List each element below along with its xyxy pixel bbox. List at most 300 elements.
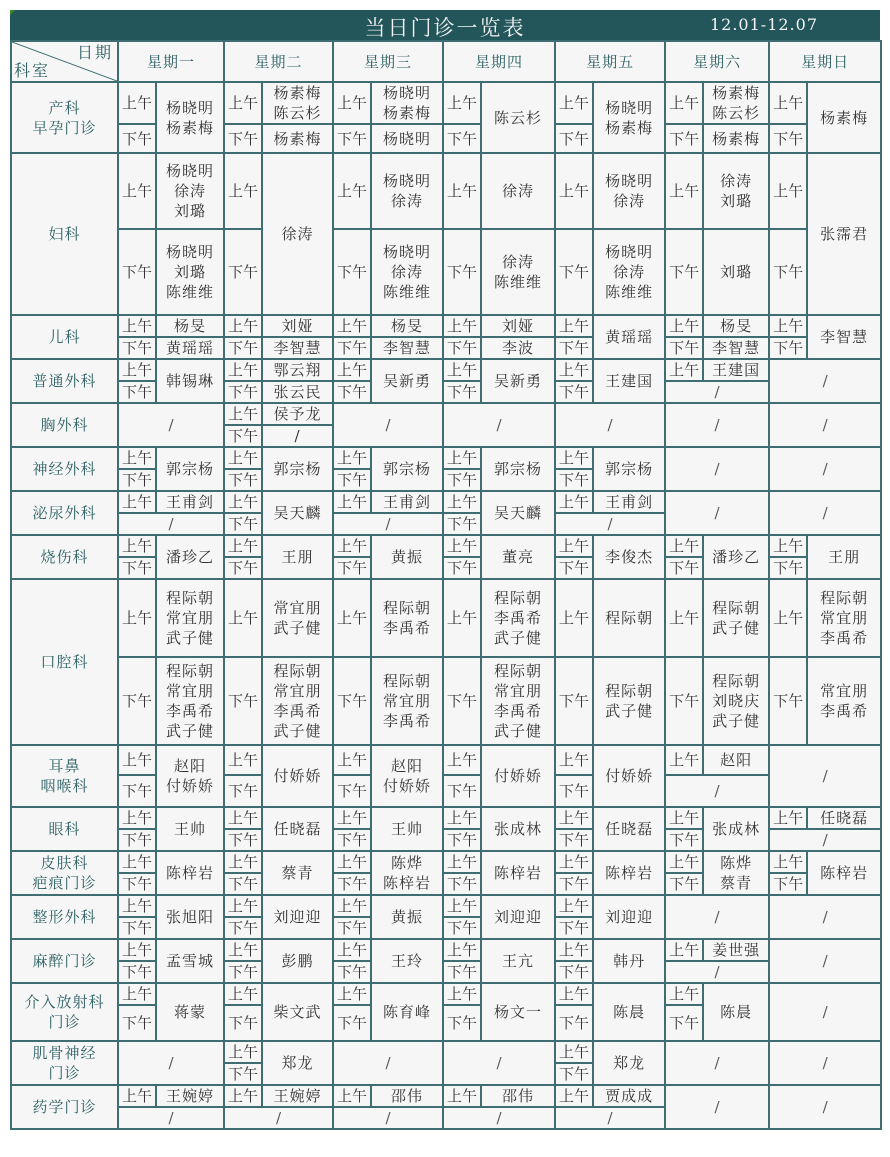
am-doctors-wed: 邵伟	[371, 1085, 443, 1107]
pm-label-mon: 下午	[118, 557, 156, 579]
pm-label-tue: 下午	[224, 124, 262, 153]
doctors-thu: 杨文一	[481, 983, 555, 1041]
am-label-sun: 上午	[769, 315, 807, 337]
no-clinic-sun: /	[769, 359, 881, 403]
am-label-fri: 上午	[555, 535, 593, 557]
am-doctors-mon: 程际朝 常宜朋 武子健	[156, 579, 224, 657]
am-label-mon: 上午	[118, 535, 156, 557]
dept-row-am	[11, 895, 881, 917]
pm-doctors-sat: 刘璐	[703, 229, 769, 315]
no-clinic-wed: /	[333, 403, 443, 447]
am-label-mon: 上午	[118, 807, 156, 829]
pm-label-tue: 下午	[224, 1005, 262, 1041]
dept-row-pm	[11, 381, 881, 403]
doctors-wed: 陈烨 陈梓岩	[371, 851, 443, 895]
am-doctors-thu: 邵伟	[481, 1085, 555, 1107]
doctors-mon: 陈梓岩	[156, 851, 224, 895]
pm-label-sun: 下午	[769, 557, 807, 579]
pm-doctors-wed: 杨晓明	[371, 124, 443, 153]
pm-label-sun: 下午	[769, 657, 807, 745]
am-doctors-sat: 王建国	[703, 359, 769, 381]
pm-no-clinic-sat: /	[665, 381, 769, 403]
am-label-tue: 上午	[224, 807, 262, 829]
pm-label-fri: 下午	[555, 873, 593, 895]
am-label-wed: 上午	[333, 82, 371, 124]
am-label-fri: 上午	[555, 1085, 593, 1107]
am-label-tue: 上午	[224, 579, 262, 657]
pm-label-thu: 下午	[443, 873, 481, 895]
pm-label-thu: 下午	[443, 775, 481, 807]
doctors-tue: 徐涛	[262, 153, 333, 315]
doctors-wed: 王帅	[371, 807, 443, 851]
pm-label-thu: 下午	[443, 229, 481, 315]
dept-row-am	[11, 491, 881, 513]
pm-no-clinic-sun: /	[769, 829, 881, 851]
am-label-tue: 上午	[224, 745, 262, 775]
pm-doctors-sat: 杨素梅	[703, 124, 769, 153]
am-label-tue: 上午	[224, 535, 262, 557]
doctors-thu: 陈云杉	[481, 82, 555, 153]
dept-name: 皮肤科 疤痕门诊	[11, 851, 118, 895]
no-clinic-mon: /	[118, 1041, 224, 1085]
doctors-thu: 吴新勇	[481, 359, 555, 403]
dept-name: 肌骨神经 门诊	[11, 1041, 118, 1085]
doctors-tue: 吴天麟	[262, 491, 333, 535]
pm-label-thu: 下午	[443, 337, 481, 359]
dept-name: 普通外科	[11, 359, 118, 403]
doctors-thu: 陈梓岩	[481, 851, 555, 895]
am-label-sat: 上午	[665, 851, 703, 873]
doctors-sun: 杨素梅	[807, 82, 881, 153]
am-label-fri: 上午	[555, 359, 593, 381]
am-label-tue: 上午	[224, 851, 262, 873]
am-label-thu: 上午	[443, 82, 481, 124]
am-doctors-sat: 杨素梅 陈云杉	[703, 82, 769, 124]
am-label-mon: 上午	[118, 447, 156, 469]
am-label-sat: 上午	[665, 359, 703, 381]
doctors-thu: 郭宗杨	[481, 447, 555, 491]
no-clinic-mon: /	[118, 403, 224, 447]
doctors-mon: 蒋蒙	[156, 983, 224, 1041]
pm-doctors-thu: 李波	[481, 337, 555, 359]
pm-label-wed: 下午	[333, 469, 371, 491]
pm-label-tue: 下午	[224, 829, 262, 851]
am-label-sat: 上午	[665, 153, 703, 229]
am-label-sat: 上午	[665, 535, 703, 557]
no-clinic-sun: /	[769, 983, 881, 1041]
am-label-fri: 上午	[555, 807, 593, 829]
no-clinic-sat: /	[665, 895, 769, 939]
am-doctors-fri: 贾成成	[593, 1085, 665, 1107]
title-bar	[10, 10, 880, 40]
pm-doctors-mon: 程际朝 常宜朋 李禹希 武子健	[156, 657, 224, 745]
pm-label-sat: 下午	[665, 829, 703, 851]
pm-doctors-tue: 张云民	[262, 381, 333, 403]
no-clinic-wed: /	[333, 1041, 443, 1085]
doctors-mon: 郭宗杨	[156, 447, 224, 491]
am-label-mon: 上午	[118, 82, 156, 124]
day-header-mon: 星期一	[118, 41, 224, 82]
am-label-tue: 上午	[224, 359, 262, 381]
am-doctors-mon: 杨晓明 徐涛 刘璐	[156, 153, 224, 229]
doctors-fri: 任晓磊	[593, 807, 665, 851]
am-doctors-tue: 杨素梅 陈云杉	[262, 82, 333, 124]
pm-doctors-tue: 杨素梅	[262, 124, 333, 153]
am-label-fri: 上午	[555, 983, 593, 1005]
pm-label-tue: 下午	[224, 337, 262, 359]
am-label-tue: 上午	[224, 447, 262, 469]
pm-label-sun: 下午	[769, 229, 807, 315]
doctors-wed: 黄振	[371, 895, 443, 939]
am-label-thu: 上午	[443, 447, 481, 469]
no-clinic-sat: /	[665, 403, 769, 447]
pm-label-mon: 下午	[118, 124, 156, 153]
am-label-thu: 上午	[443, 851, 481, 873]
am-doctors-tue: 王婉婷	[262, 1085, 333, 1107]
dept-name: 烧伤科	[11, 535, 118, 579]
pm-label-fri: 下午	[555, 124, 593, 153]
am-label-tue: 上午	[224, 82, 262, 124]
doctors-thu: 王亢	[481, 939, 555, 983]
am-label-thu: 上午	[443, 491, 481, 513]
dept-name: 眼科	[11, 807, 118, 851]
am-label-fri: 上午	[555, 491, 593, 513]
pm-label-fri: 下午	[555, 557, 593, 579]
dept-row-pm	[11, 657, 881, 745]
am-doctors-fri: 杨晓明 徐涛	[593, 153, 665, 229]
am-label-thu: 上午	[443, 983, 481, 1005]
am-label-sun: 上午	[769, 807, 807, 829]
pm-label-wed: 下午	[333, 775, 371, 807]
dept-row-am	[11, 851, 881, 873]
pm-label-sat: 下午	[665, 657, 703, 745]
pm-label-wed: 下午	[333, 657, 371, 745]
pm-label-sun: 下午	[769, 873, 807, 895]
am-label-sun: 上午	[769, 535, 807, 557]
dept-row-am	[11, 447, 881, 469]
doctors-fri: 付娇娇	[593, 745, 665, 807]
am-label-tue: 上午	[224, 403, 262, 425]
am-doctors-thu: 刘娅	[481, 315, 555, 337]
pm-no-clinic-mon: /	[118, 1107, 224, 1129]
pm-label-tue: 下午	[224, 557, 262, 579]
doctors-fri: 黄瑶瑶	[593, 315, 665, 359]
doctors-tue: 彭鹏	[262, 939, 333, 983]
am-label-sat: 上午	[665, 983, 703, 1005]
pm-label-mon: 下午	[118, 961, 156, 983]
no-clinic-sun: /	[769, 447, 881, 491]
pm-no-clinic-sat: /	[665, 775, 769, 807]
am-label-fri: 上午	[555, 447, 593, 469]
dept-name: 妇科	[11, 153, 118, 315]
am-doctors-wed: 杨晓明 徐涛	[371, 153, 443, 229]
pm-no-clinic-wed: /	[333, 1107, 443, 1129]
pm-label-fri: 下午	[555, 775, 593, 807]
doctors-sat: 陈烨 蔡青	[703, 851, 769, 895]
dept-name: 耳鼻 咽喉科	[11, 745, 118, 807]
am-label-wed: 上午	[333, 491, 371, 513]
am-doctors-sun: 任晓磊	[807, 807, 881, 829]
pm-doctors-thu: 徐涛 陈维维	[481, 229, 555, 315]
am-label-wed: 上午	[333, 895, 371, 917]
dept-name: 泌尿外科	[11, 491, 118, 535]
am-label-fri: 上午	[555, 1041, 593, 1063]
doctors-tue: 蔡青	[262, 851, 333, 895]
doctors-mon: 杨晓明 杨素梅	[156, 82, 224, 153]
no-clinic-thu: /	[443, 403, 555, 447]
pm-label-wed: 下午	[333, 381, 371, 403]
doctors-sun: 张霈君	[807, 153, 881, 315]
pm-label-thu: 下午	[443, 513, 481, 535]
am-label-thu: 上午	[443, 807, 481, 829]
pm-doctors-wed: 杨晓明 徐涛 陈维维	[371, 229, 443, 315]
dept-row-am	[11, 359, 881, 381]
am-label-sat: 上午	[665, 315, 703, 337]
pm-label-wed: 下午	[333, 124, 371, 153]
pm-label-fri: 下午	[555, 229, 593, 315]
doctors-tue: 刘迎迎	[262, 895, 333, 939]
am-doctors-fri: 王甫剑	[593, 491, 665, 513]
doctors-fri: 韩丹	[593, 939, 665, 983]
pm-label-tue: 下午	[224, 917, 262, 939]
pm-label-mon: 下午	[118, 829, 156, 851]
no-clinic-fri: /	[555, 403, 665, 447]
am-label-tue: 上午	[224, 1041, 262, 1063]
pm-label-thu: 下午	[443, 381, 481, 403]
am-label-tue: 上午	[224, 983, 262, 1005]
am-label-mon: 上午	[118, 745, 156, 775]
am-label-fri: 上午	[555, 895, 593, 917]
am-label-mon: 上午	[118, 983, 156, 1005]
dept-name: 介入放射科 门诊	[11, 983, 118, 1041]
am-label-wed: 上午	[333, 359, 371, 381]
am-doctors-mon: 王婉婷	[156, 1085, 224, 1107]
doctors-tue: 郭宗杨	[262, 447, 333, 491]
doctors-thu: 刘迎迎	[481, 895, 555, 939]
pm-label-tue: 下午	[224, 1063, 262, 1085]
doctors-mon: 韩锡琳	[156, 359, 224, 403]
am-doctors-mon: 王甫剑	[156, 491, 224, 513]
doctors-tue: 任晓磊	[262, 807, 333, 851]
pm-label-fri: 下午	[555, 1063, 593, 1085]
dept-row-pm	[11, 124, 881, 153]
pm-label-fri: 下午	[555, 829, 593, 851]
pm-doctors-wed: 李智慧	[371, 337, 443, 359]
pm-label-wed: 下午	[333, 961, 371, 983]
am-doctors-tue: 常宜朋 武子健	[262, 579, 333, 657]
pm-doctors-thu: 程际朝 常宜朋 李禹希 武子健	[481, 657, 555, 745]
doctors-mon: 赵阳 付娇娇	[156, 745, 224, 807]
pm-label-mon: 下午	[118, 381, 156, 403]
doctors-sun: 王朋	[807, 535, 881, 579]
am-label-thu: 上午	[443, 579, 481, 657]
am-label-sat: 上午	[665, 807, 703, 829]
doctors-sat: 潘珍乙	[703, 535, 769, 579]
am-label-wed: 上午	[333, 851, 371, 873]
am-label-tue: 上午	[224, 315, 262, 337]
doctors-wed: 王玲	[371, 939, 443, 983]
am-label-mon: 上午	[118, 895, 156, 917]
no-clinic-sat: /	[665, 491, 769, 535]
pm-doctors-mon: 杨晓明 刘璐 陈维维	[156, 229, 224, 315]
am-label-sat: 上午	[665, 82, 703, 124]
am-doctors-tue: 侯予龙	[262, 403, 333, 425]
pm-label-sat: 下午	[665, 1005, 703, 1041]
no-clinic-sun: /	[769, 1041, 881, 1085]
am-label-fri: 上午	[555, 939, 593, 961]
pm-label-tue: 下午	[224, 657, 262, 745]
dept-row-am	[11, 403, 881, 425]
doctors-fri: 王建国	[593, 359, 665, 403]
am-label-mon: 上午	[118, 851, 156, 873]
am-label-mon: 上午	[118, 1085, 156, 1107]
day-header-sat: 星期六	[665, 41, 769, 82]
am-label-tue: 上午	[224, 491, 262, 513]
am-doctors-tue: 鄂云翔	[262, 359, 333, 381]
am-label-wed: 上午	[333, 745, 371, 775]
am-doctors-tue: 刘娅	[262, 315, 333, 337]
doctors-mon: 张旭阳	[156, 895, 224, 939]
doctors-sat: 张成林	[703, 807, 769, 851]
pm-no-clinic-wed: /	[333, 513, 443, 535]
am-doctors-wed: 程际朝 李禹希	[371, 579, 443, 657]
am-label-fri: 上午	[555, 82, 593, 124]
doctors-sun: 李智慧	[807, 315, 881, 359]
pm-label-fri: 下午	[555, 1005, 593, 1041]
day-header-fri: 星期五	[555, 41, 665, 82]
am-label-wed: 上午	[333, 579, 371, 657]
dept-row-pm	[11, 229, 881, 315]
doctors-fri: 李俊杰	[593, 535, 665, 579]
am-doctors-fri: 程际朝	[593, 579, 665, 657]
doctors-thu: 张成林	[481, 807, 555, 851]
doctors-sun: 陈梓岩	[807, 851, 881, 895]
am-doctors-sat: 姜世强	[703, 939, 769, 961]
doctors-thu: 吴天麟	[481, 491, 555, 535]
pm-label-mon: 下午	[118, 229, 156, 315]
am-label-fri: 上午	[555, 153, 593, 229]
am-label-mon: 上午	[118, 359, 156, 381]
no-clinic-sun: /	[769, 491, 881, 535]
pm-label-fri: 下午	[555, 657, 593, 745]
pm-label-mon: 下午	[118, 873, 156, 895]
doctors-wed: 吴新勇	[371, 359, 443, 403]
pm-label-tue: 下午	[224, 425, 262, 447]
doctors-tue: 柴文武	[262, 983, 333, 1041]
no-clinic-sat: /	[665, 1041, 769, 1085]
am-label-wed: 上午	[333, 939, 371, 961]
doctors-fri: 刘迎迎	[593, 895, 665, 939]
pm-no-clinic-fri: /	[555, 1107, 665, 1129]
day-header-tue: 星期二	[224, 41, 333, 82]
doctors-wed: 郭宗杨	[371, 447, 443, 491]
am-label-sun: 上午	[769, 851, 807, 873]
pm-doctors-tue: 李智慧	[262, 337, 333, 359]
pm-label-tue: 下午	[224, 469, 262, 491]
pm-label-wed: 下午	[333, 229, 371, 315]
pm-label-mon: 下午	[118, 1005, 156, 1041]
pm-label-wed: 下午	[333, 829, 371, 851]
am-doctors-sat: 徐涛 刘璐	[703, 153, 769, 229]
am-doctors-wed: 杨晓明 杨素梅	[371, 82, 443, 124]
am-label-thu: 上午	[443, 153, 481, 229]
doctors-tue: 付娇娇	[262, 745, 333, 807]
dept-row-am	[11, 535, 881, 557]
doctors-tue: 王朋	[262, 535, 333, 579]
schedule-sheet	[10, 10, 880, 1130]
am-label-sat: 上午	[665, 939, 703, 961]
date-range: 12.01-12.07	[709, 15, 818, 34]
am-label-fri: 上午	[555, 851, 593, 873]
pm-no-clinic-tue: /	[224, 1107, 333, 1129]
doctors-mon: 王帅	[156, 807, 224, 851]
doctors-wed: 陈育峰	[371, 983, 443, 1041]
pm-label-thu: 下午	[443, 917, 481, 939]
am-doctors-sat: 程际朝 武子健	[703, 579, 769, 657]
am-label-tue: 上午	[224, 153, 262, 229]
am-label-thu: 上午	[443, 939, 481, 961]
pm-label-wed: 下午	[333, 917, 371, 939]
am-doctors-sun: 程际朝 常宜朋 李禹希	[807, 579, 881, 657]
am-label-thu: 上午	[443, 745, 481, 775]
dept-row-am	[11, 153, 881, 229]
pm-label-mon: 下午	[118, 657, 156, 745]
am-doctors-mon: 杨旻	[156, 315, 224, 337]
am-doctors-wed: 杨旻	[371, 315, 443, 337]
dept-name: 整形外科	[11, 895, 118, 939]
day-header-sun: 星期日	[769, 41, 881, 82]
pm-label-mon: 下午	[118, 469, 156, 491]
am-label-fri: 上午	[555, 315, 593, 337]
pm-label-thu: 下午	[443, 469, 481, 491]
doctors-mon: 潘珍乙	[156, 535, 224, 579]
am-label-sun: 上午	[769, 153, 807, 229]
am-label-wed: 上午	[333, 983, 371, 1005]
schedule-table	[10, 40, 882, 1130]
corner-date-label: 日期	[76, 43, 113, 62]
am-label-thu: 上午	[443, 1085, 481, 1107]
no-clinic-sun: /	[769, 403, 881, 447]
day-header-thu: 星期四	[443, 41, 555, 82]
pm-label-sun: 下午	[769, 337, 807, 359]
doctors-tue: 郑龙	[262, 1041, 333, 1085]
am-label-mon: 上午	[118, 315, 156, 337]
am-label-wed: 上午	[333, 447, 371, 469]
pm-doctors-sun: 常宜朋 李禹希	[807, 657, 881, 745]
am-label-thu: 上午	[443, 315, 481, 337]
am-label-mon: 上午	[118, 579, 156, 657]
dept-name: 麻醉门诊	[11, 939, 118, 983]
dept-row-pm	[11, 775, 881, 807]
doctors-sat: 陈晨	[703, 983, 769, 1041]
am-doctors-sat: 赵阳	[703, 745, 769, 775]
doctors-wed: 赵阳 付娇娇	[371, 745, 443, 807]
no-clinic-sat: /	[665, 447, 769, 491]
pm-label-sat: 下午	[665, 124, 703, 153]
dept-row-am	[11, 315, 881, 337]
pm-doctors-fri: 杨晓明 徐涛 陈维维	[593, 229, 665, 315]
am-doctors-sat: 杨旻	[703, 315, 769, 337]
dept-name: 胸外科	[11, 403, 118, 447]
no-clinic-sun: /	[769, 745, 881, 807]
pm-label-sat: 下午	[665, 337, 703, 359]
pm-label-wed: 下午	[333, 337, 371, 359]
dept-row-am	[11, 745, 881, 775]
am-label-wed: 上午	[333, 153, 371, 229]
dept-name: 神经外科	[11, 447, 118, 491]
pm-label-thu: 下午	[443, 829, 481, 851]
pm-no-clinic-thu: /	[443, 1107, 555, 1129]
